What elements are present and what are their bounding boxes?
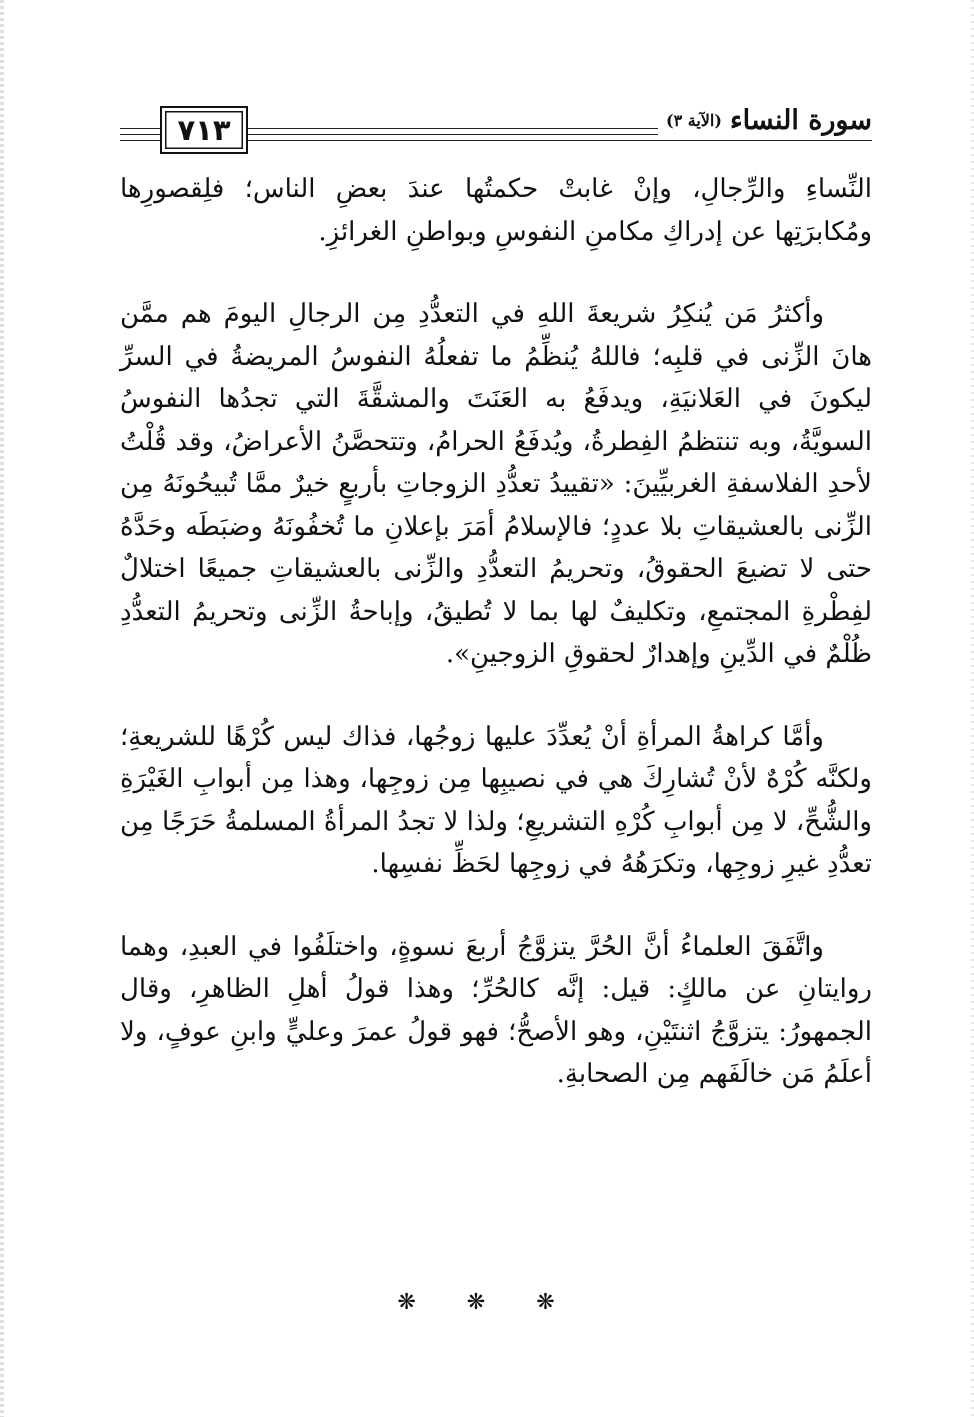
body-text [120, 168, 872, 1096]
paragraph-2: وأكثرُ مَن يُنكِرُ شريعةَ اللهِ في التعدُّدِ مِن الرجالِ اليومَ هم ممَّن هانَ الزِّنى في قلبِه؛ فاللهُ يُنظِّمُ ما تفعلُهُ النفوسُ المريضةُ في السرِّ ليكونَ في العَلانيَةِ، ويدفَعُ به العَنَتَ والمشقَّةَ التي تجدُها النفوسُ السويَّةُ، وبه تنتظمُ الفِطرةُ، ويُدفَعُ الحرامُ، وتتحصَّنُ الأعراضُ، وقد قُلْتُ لأحدِ الفلاسفةِ الغربيِّينَ: «تقييدُ تعدُّدِ الزوجاتِ بأربعٍ خيرٌ ممَّا تُبيحُونَهُ مِن الزِّنى بالعشيقاتِ بلا عددٍ؛ فالإسلامُ أمَرَ بإعلانِ ما تُخفُونَهُ وضبَطَه وحَدَّهُ حتى لا تضيعَ الحقوقُ، وتحريمُ التعدُّدِ والزِّنى بالعشيقاتِ جميعًا اختلالٌ لفِطْرةِ المجتمعِ، وتكليفٌ لها بما لا تُطيقُ، وإباحةُ الزِّنى وتحريمُ التعدُّدِ ظُلْمٌ في الدِّينِ وإهدارٌ لحقوقِ الزوجينِ». [120, 299, 872, 669]
verse-reference: (الآية ٣) [666, 110, 722, 130]
section-separator: ❋ ❋ ❋ [397, 1290, 577, 1315]
paragraph-4: واتَّفَقَ العلماءُ أنَّ الحُرَّ يتزوَّجُ أربعَ نسوةٍ، واختلَفُوا في العبدِ، وهما روايتانِ عن مالكٍ: قيل: إنَّه كالحُرِّ؛ وهذا قولُ أهلِ الظاهرِ، وقال الجمهورُ: يتزوَّجُ اثنتَيْنِ، وهو الأصحُّ؛ فهو قولُ عمرَ وعليٍّ وابنِ عوفٍ، ولا أعلَمُ مَن خالَفَهم مِن الصحابةِ. [120, 931, 872, 1089]
paragraph-1: النِّساءِ والرِّجالِ، وإنْ غابتْ حكمتُها عندَ بعضِ الناس؛ فلِقصورِها ومُكابرَتِها عن إدراكِ مكامنِ النفوسِ وبواطنِ الغرائزِ. [120, 174, 872, 247]
scan-edge-left [0, 0, 4, 1417]
running-title [658, 100, 872, 140]
surah-name: سورة النساء [729, 104, 872, 136]
page-number-frame [160, 106, 248, 154]
paragraph-3: وأمَّا كراهةُ المرأةِ أنْ يُعدِّدَ عليها زوجُها، فذاك ليس كُرْهًا للشريعةِ؛ ولكنَّه كُرْهٌ لأنْ تُشارِكَ هي في نصيبِها مِن زوجِها، وهذا مِن أبوابِ الغَيْرَةِ والشُّحِّ، لا مِن أبوابِ كُرْهِ التشريعِ؛ ولذا لا تجدُ المرأةُ المسلمةُ حَرَجًا مِن تعدُّدِ غيرِ زوجِها، وتكرَهُهُ في زوجِها لحَظِّ نفسِها. [120, 721, 872, 879]
page-number: ٧١٣ [177, 113, 231, 147]
page-header [120, 100, 872, 156]
